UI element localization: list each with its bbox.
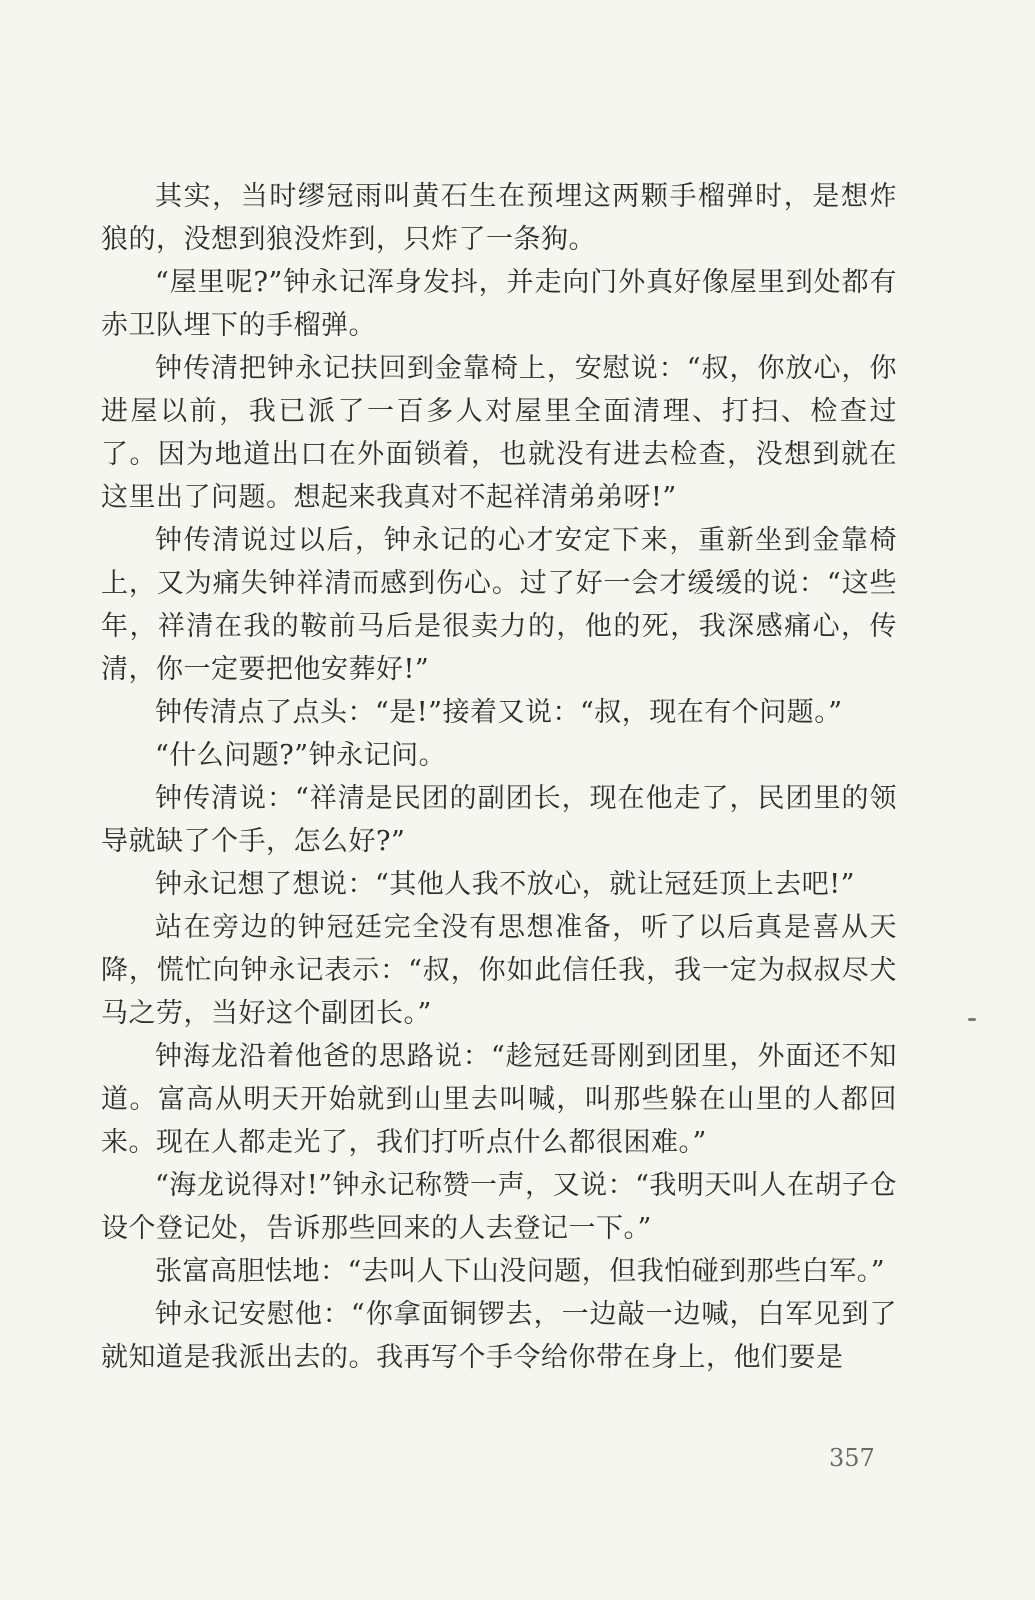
paragraph-13: 钟永记安慰他：“你拿面铜锣去，一边敲一边喊，白军见到了就知道是我派出去的。我再写个手令给你带在身上，他们要是 <box>101 1299 897 1373</box>
page-number: 357 <box>829 1444 875 1472</box>
paragraph-2: “屋里呢?”钟永记浑身发抖，并走向门外真好像屋里到处都有赤卫队埋下的手榴弹。 <box>101 267 897 341</box>
body-text <box>101 175 897 1379</box>
paragraph-3: 钟传清把钟永记扶回到金靠椅上，安慰说：“叔，你放心，你进屋以前，我已派了一百多人对屋里全面清理、打扫、检查过了。因为地道出口在外面锁着，也就没有进去检查，没想到就在这里出了问题。想起来我真对不起祥清弟弟呀!” <box>101 353 897 513</box>
paragraph-4: 钟传清说过以后，钟永记的心才安定下来，重新坐到金靠椅上，又为痛失钟祥清而感到伤心。过了好一会才缓缓的说：“这些年，祥清在我的鞍前马后是很卖力的，他的死，我深感痛心，传清，你一定要把他安葬好!” <box>101 525 897 685</box>
paragraph-12: 张富高胆怯地：“去叫人下山没问题，但我怕碰到那些白军。” <box>155 1256 886 1287</box>
paragraph-8: 钟永记想了想说：“其他人我不放心，就让冠廷顶上去吧!” <box>155 869 855 900</box>
paragraph-5: 钟传清点了点头：“是!”接着又说：“叔，现在有个问题。” <box>155 697 843 728</box>
paragraph-7: 钟传清说：“祥清是民团的副团长，现在他走了，民团里的领导就缺了个手，怎么好?” <box>101 783 897 857</box>
paragraph-9: 站在旁边的钟冠廷完全没有思想准备，听了以后真是喜从天降，慌忙向钟永记表示：“叔，你如此信任我，我一定为叔叔尽犬马之劳，当好这个副团长。” <box>101 912 897 1029</box>
paragraph-1: 其实，当时缪冠雨叫黄石生在预埋这两颗手榴弹时，是想炸狼的，没想到狼没炸到，只炸了一条狗。 <box>101 181 897 255</box>
paragraph-10: 钟海龙沿着他爸的思路说：“趁冠廷哥刚到团里，外面还不知道。富高从明天开始就到山里去叫喊，叫那些躲在山里的人都回来。现在人都走光了，我们打听点什么都很困难。” <box>101 1041 897 1158</box>
scan-speck <box>968 1018 976 1021</box>
paragraph-6: “什么问题?”钟永记问。 <box>155 740 447 771</box>
paragraph-11: “海龙说得对!”钟永记称赞一声，又说：“我明天叫人在胡子仓设个登记处，告诉那些回来的人去登记一下。” <box>101 1170 897 1244</box>
